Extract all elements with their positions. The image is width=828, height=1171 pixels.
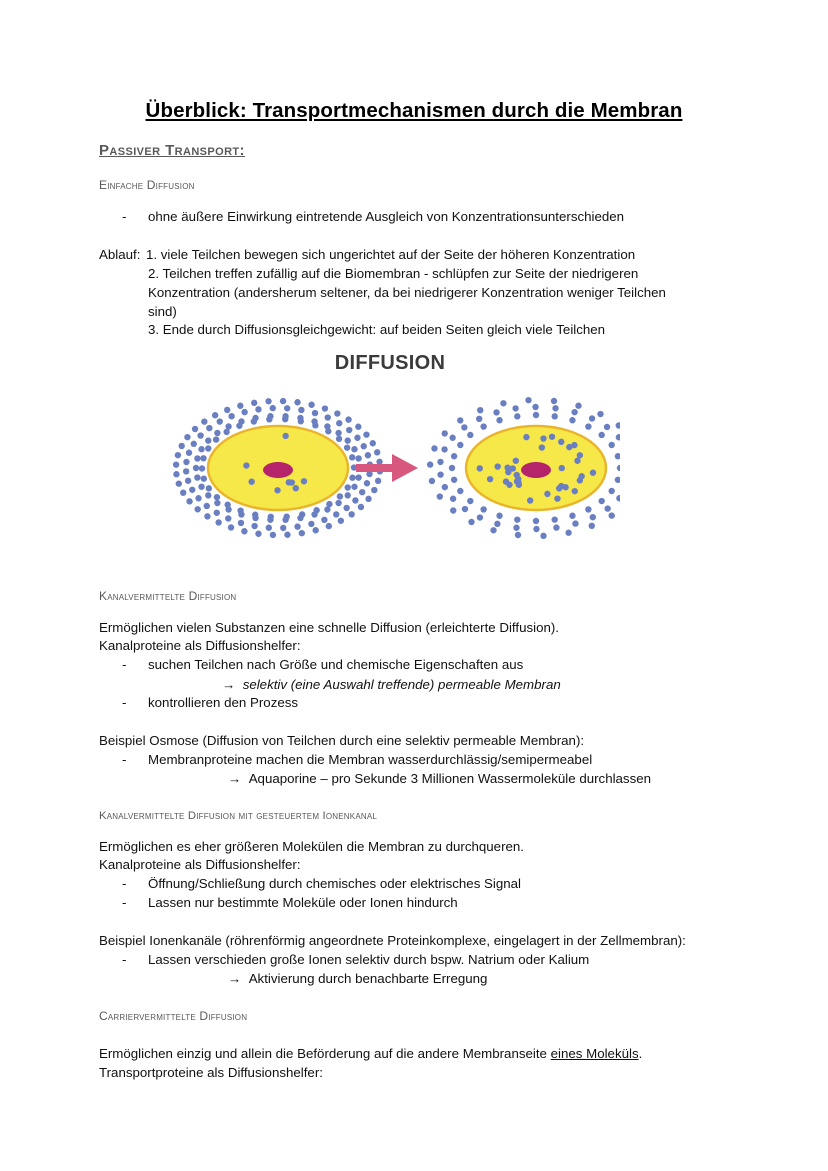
right-outer-particle [608,488,614,494]
right-outer-particle [514,516,520,522]
left-outer-particle [201,418,207,424]
left-outer-particle [326,501,332,507]
gated-diffusion-heading: Kanalvermittelte Diffusion mit gesteuertem Ionenkanal [99,810,378,822]
left-outer-particle [370,440,376,446]
left-outer-particle [198,446,204,452]
left-outer-particle [355,474,361,480]
left-outer-particle [363,431,369,437]
right-inner-particle [539,444,545,450]
osmosis-arrow-line [228,771,651,786]
right-outer-particle [532,404,538,410]
right-outer-particle [437,493,443,499]
left-outer-particle [214,494,220,500]
right-outer-particle [451,453,457,459]
left-outer-particle [214,510,220,516]
left-outer-particle [228,413,234,419]
right-nucleus [521,462,551,478]
right-outer-particle [609,512,615,518]
left-outer-particle [236,423,242,429]
left-outer-particle [223,429,229,435]
left-outer-particle [197,432,203,438]
bullet-dash: - [122,657,127,672]
left-outer-particle [325,414,331,420]
left-outer-particle [336,420,342,426]
left-outer-particle [325,428,331,434]
passive-transport-heading: Passiver Transport: [99,142,245,159]
left-outer-particle [268,514,274,520]
arrow-icon: → [228,971,242,986]
left-outer-particle [224,502,230,508]
left-outer-particle [204,503,210,509]
ablauf-step-2-cont: Konzentration (andersherum seltener, da bei niedrigerer Konzentration weniger Teilchen [148,285,666,300]
right-outer-particle [450,507,456,513]
ablauf-step-1: 1. viele Teilchen bewegen sich ungerichtet auf der Seite der höheren Konzentration [146,247,636,262]
right-outer-particle [585,423,591,429]
right-outer-particle [450,496,456,502]
left-outer-particle [225,515,231,521]
left-outer-particle [345,437,351,443]
ablauf-step-3: 3. Ende durch Diffusionsgleichgewicht: auf beiden Seiten gleich viele Teilchen [148,322,606,337]
arrow-icon: → [222,677,236,692]
left-outer-particle [298,407,304,413]
bullet-dash: - [122,876,127,891]
left-outer-particle [335,500,341,506]
right-inner-particle [566,444,572,450]
left-outer-particle [338,518,344,524]
right-outer-particle [462,506,468,512]
right-outer-particle [615,453,620,459]
left-outer-particle [183,468,189,474]
right-inner-particle [577,452,583,458]
right-inner-particle [487,476,493,482]
left-outer-particle [205,492,211,498]
ion-channel-arrow-text: Aktivierung durch benachbarte Erregung [248,971,488,986]
left-outer-particle [189,487,195,493]
right-inner-particle [494,463,500,469]
right-outer-particle [616,434,620,440]
left-outer-particle [212,412,218,418]
left-outer-particle [312,410,318,416]
bullet-dash: - [122,895,127,910]
left-outer-particle [265,398,271,404]
left-outer-particle [348,511,354,517]
left-outer-particle [205,437,211,443]
left-outer-particle [351,446,357,452]
channel-helper: Kanalproteine als Diffusionshelfer: [99,638,301,653]
left-outer-particle [365,452,371,458]
right-outer-particle [553,524,559,530]
right-outer-particle [476,416,482,422]
right-inner-particle [577,477,583,483]
ion-channel-bullet: Lassen verschieden große Ionen selektiv durch bspw. Natrium oder Kalium [148,952,590,967]
right-outer-particle [515,532,521,538]
right-outer-particle [496,417,502,423]
left-outer-particle [334,410,340,416]
left-outer-particle [255,406,261,412]
left-outer-particle [224,407,230,413]
right-outer-particle [551,413,557,419]
left-outer-particle [326,523,332,529]
right-inner-particle [549,434,555,440]
right-outer-particle [493,409,499,415]
right-inner-particle [506,482,512,488]
channel-arrow-line-1 [222,677,561,692]
left-outer-particle [282,416,288,422]
right-outer-particle [533,412,539,418]
left-outer-particle [180,490,186,496]
right-inner-particle [544,491,550,497]
left-outer-particle [194,455,200,461]
left-outer-particle [217,418,223,424]
right-outer-particle [437,459,443,465]
right-outer-particle [575,403,581,409]
right-outer-particle [451,477,457,483]
right-outer-particle [480,423,486,429]
left-outer-particle [191,441,197,447]
left-outer-particle [313,507,319,513]
right-outer-particle [494,521,500,527]
carrier-intro-text: Ermöglichen einzig und allein die Beförderung auf die andere Membranseite [99,1046,551,1061]
page-title: Überblick: Transportmechanismen durch die Membran [145,99,683,122]
left-inner-particle [243,462,249,468]
right-outer-particle [461,424,467,430]
right-inner-particle [514,478,520,484]
right-outer-particle [598,432,604,438]
left-outer-particle [359,489,365,495]
left-outer-particle [345,416,351,422]
left-outer-particle [284,532,290,538]
left-outer-particle [192,426,198,432]
right-outer-particle [604,505,610,511]
left-outer-particle [349,454,355,460]
right-outer-particle [617,465,620,471]
left-outer-particle [206,485,212,491]
left-outer-particle [178,443,184,449]
right-outer-particle [616,495,620,501]
left-outer-particle [354,435,360,441]
left-outer-particle [255,531,261,537]
left-outer-particle [183,459,189,465]
left-outer-particle [251,418,257,424]
right-outer-particle [590,514,596,520]
left-inner-particle [293,485,299,491]
left-outer-particle [308,521,314,527]
diffusion-arrow-head [392,454,418,482]
right-inner-particle [513,458,519,464]
left-outer-particle [283,513,289,519]
right-outer-particle [551,516,557,522]
right-outer-particle [442,430,448,436]
left-outer-particle [251,523,257,529]
left-outer-particle [186,498,192,504]
left-outer-particle [352,497,358,503]
right-inner-particle [527,497,533,503]
left-outer-particle [198,484,204,490]
left-outer-particle [374,449,380,455]
left-outer-particle [298,418,304,424]
ablauf-step-2: 2. Teilchen treffen zufällig auf die Biomembran - schlüpfen zur Seite der niedrigeren [148,266,639,281]
left-outer-particle [294,523,300,529]
carrier-helper: Transportproteine als Diffusionshelfer: [99,1065,323,1080]
right-outer-particle [615,477,620,483]
bullet-dash: - [122,209,127,224]
left-outer-particle [299,530,305,536]
right-outer-particle [571,409,577,415]
osmosis-bullet: Membranproteine machen die Membran wasserdurchlässig/semipermeabel [148,752,593,767]
left-outer-particle [355,424,361,430]
left-outer-particle [346,427,352,433]
left-outer-particle [173,471,179,477]
left-outer-particle [186,450,192,456]
right-outer-particle [608,442,614,448]
right-outer-particle [525,397,531,403]
left-outer-particle [335,430,341,436]
left-outer-particle [312,527,318,533]
left-outer-particle [371,487,377,493]
right-outer-particle [477,407,483,413]
ablauf-step-2-end: sind) [148,304,177,319]
right-outer-particle [457,417,463,423]
right-outer-particle [598,498,604,504]
left-outer-particle [205,445,211,451]
left-outer-particle [185,478,191,484]
diffusion-illustration [160,350,620,550]
left-inner-particle [274,487,280,493]
right-outer-particle [604,424,610,430]
right-outer-particle [597,411,603,417]
figure-title: DIFFUSION [334,352,446,374]
right-outer-particle [457,488,463,494]
right-outer-particle [552,405,558,411]
diffusion-arrow-shaft [356,464,394,472]
left-outer-particle [351,484,357,490]
gated-intro: Ermöglichen es eher größeren Molekülen die Membran zu durchqueren. [99,839,524,854]
left-outer-particle [201,475,207,481]
left-outer-particle [336,436,342,442]
right-outer-particle [449,435,455,441]
left-inner-particle [301,478,307,484]
left-outer-particle [270,405,276,411]
channel-diffusion-heading: Kanalvermittelte Diffusion [99,589,237,603]
left-outer-particle [214,500,220,506]
left-outer-particle [184,434,190,440]
ablauf-label: Ablauf: [99,247,141,262]
left-outer-particle [238,520,244,526]
left-outer-particle [266,525,272,531]
bullet-dash: - [122,695,127,710]
right-outer-particle [565,530,571,536]
right-outer-particle [467,432,473,438]
right-inner-particle [523,434,529,440]
left-outer-particle [343,505,349,511]
left-outer-particle [365,496,371,502]
right-outer-particle [477,514,483,520]
right-outer-particle [480,506,486,512]
channel-arrow-1-text: selektiv (eine Auswahl treffende) permeable Membran [242,677,561,692]
right-inner-particle [556,485,562,491]
left-outer-particle [194,474,200,480]
simple-diffusion-bullet: ohne äußere Einwirkung eintretende Ausgleich von Konzentrationsunterschieden [148,209,625,224]
left-outer-particle [321,517,327,523]
right-inner-particle [559,465,565,471]
right-inner-particle [540,435,546,441]
left-outer-particle [204,513,210,519]
right-outer-particle [514,413,520,419]
carrier-diffusion-heading: Carriervermittelte Diffusion [99,1009,248,1023]
left-inner-particle [282,433,288,439]
left-outer-particle [266,416,272,422]
left-outer-particle [206,425,212,431]
left-outer-particle [344,444,350,450]
left-outer-particle [214,430,220,436]
right-outer-particle [437,471,443,477]
simple-diffusion-heading: Einfache Diffusion [99,178,195,192]
right-inner-particle [554,495,560,501]
left-outer-particle [173,461,179,467]
left-outer-particle [294,399,300,405]
right-outer-particle [496,513,502,519]
left-inner-particle [289,479,295,485]
gated-bullet-1: Öffnung/Schließung durch chemisches oder elektrisches Signal [148,876,522,891]
left-outer-particle [337,493,343,499]
channel-bullet-2: kontrollieren den Prozess [148,695,299,710]
left-outer-particle [322,405,328,411]
left-outer-particle [175,452,181,458]
diffusion-figure [160,350,620,550]
right-outer-particle [569,417,575,423]
left-outer-particle [333,511,339,517]
left-outer-particle [280,525,286,531]
ion-channel-example: Beispiel Ionenkanäle (röhrenförmig angeordnete Proteinkomplexe, eingelagert in der Zellmembran): [99,933,686,948]
right-outer-particle [572,520,578,526]
right-outer-particle [533,526,539,532]
right-outer-particle [540,533,546,539]
right-inner-particle [590,470,596,476]
right-outer-particle [429,478,435,484]
right-outer-particle [533,518,539,524]
left-outer-particle [358,504,364,510]
right-outer-particle [442,484,448,490]
left-outer-particle [252,512,258,518]
left-outer-particle [280,398,286,404]
left-nucleus [263,462,293,478]
carrier-intro-end: . [638,1046,643,1061]
left-outer-particle [270,532,276,538]
right-outer-particle [589,415,595,421]
left-outer-particle [215,519,221,525]
right-outer-particle [490,527,496,533]
bullet-dash: - [122,952,127,967]
osmosis-example: Beispiel Osmose (Diffusion von Teilchen durch eine selektiv permeable Membran): [99,733,585,748]
right-inner-particle [477,465,483,471]
right-outer-particle [551,398,557,404]
right-outer-particle [589,523,595,529]
left-outer-particle [195,495,201,501]
channel-intro: Ermöglichen vielen Substanzen eine schnelle Diffusion (erleichterte Diffusion). [99,620,559,635]
left-outer-particle [199,465,205,471]
left-inner-particle [248,479,254,485]
left-outer-particle [375,478,381,484]
arrow-icon: → [228,771,242,786]
left-outer-particle [345,484,351,490]
right-outer-particle [585,506,591,512]
right-outer-particle [467,498,473,504]
right-outer-particle [457,442,463,448]
left-outer-particle [194,506,200,512]
right-inner-particle [572,488,578,494]
left-outer-particle [237,507,243,513]
left-outer-particle [237,403,243,409]
right-outer-particle [616,422,620,428]
ion-channel-arrow-line [228,971,487,986]
right-outer-particle [512,405,518,411]
right-outer-particle [441,446,447,452]
left-outer-particle [200,455,206,461]
right-outer-particle [468,519,474,525]
right-outer-particle [513,525,519,531]
left-outer-particle [241,409,247,415]
gated-bullet-2: Lassen nur bestimmte Moleküle oder Ionen hindurch [148,895,458,910]
carrier-intro-underlined: eines Moleküls [550,1046,639,1061]
right-outer-particle [500,400,506,406]
left-outer-particle [241,528,247,534]
osmosis-arrow-text: Aquaporine – pro Sekunde 3 Millionen Wassermoleküle durchlassen [248,771,652,786]
left-outer-particle [349,475,355,481]
carrier-intro [99,1046,642,1061]
right-inner-particle [558,439,564,445]
left-outer-particle [176,480,182,486]
left-outer-particle [361,443,367,449]
left-outer-particle [299,511,305,517]
channel-bullet-1: suchen Teilchen nach Größe und chemische Eigenschaften aus [148,657,524,672]
right-outer-particle [449,465,455,471]
right-inner-particle [574,458,580,464]
left-outer-particle [213,436,219,442]
left-outer-particle [251,400,257,406]
left-outer-particle [355,455,361,461]
bullet-dash: - [122,752,127,767]
left-outer-particle [228,524,234,530]
left-outer-particle [284,405,290,411]
left-outer-particle [308,402,314,408]
left-outer-particle [345,492,351,498]
left-outer-particle [312,422,318,428]
left-outer-particle [364,480,370,486]
gated-helper: Kanalproteine als Diffusionshelfer: [99,857,301,872]
left-outer-particle [193,465,199,471]
right-outer-particle [431,445,437,451]
right-outer-particle [569,513,575,519]
right-outer-particle [427,461,433,467]
right-inner-particle [510,465,516,471]
